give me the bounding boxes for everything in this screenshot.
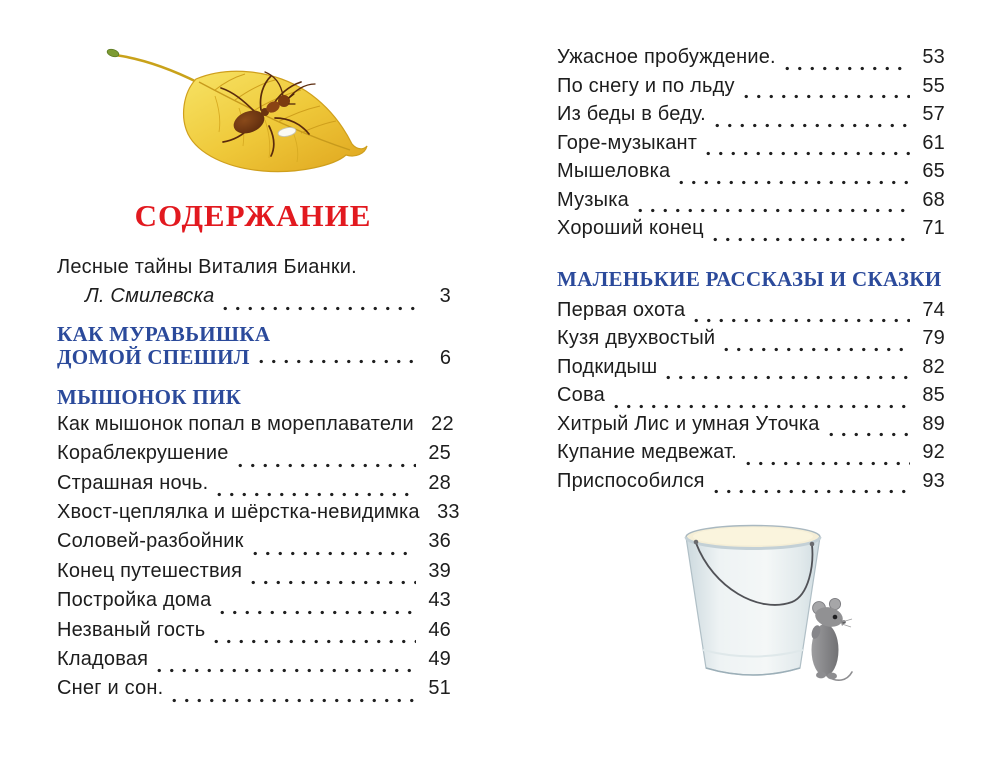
dot-leader — [675, 178, 910, 185]
section-heading-ant-line2: ДОМОЙ СПЕШИЛ 6 — [57, 344, 451, 369]
dot-leader — [216, 608, 416, 615]
dot-leader — [720, 345, 910, 352]
toc-entry — [57, 677, 451, 706]
toc-left-column — [57, 256, 460, 707]
entry-page: 36 — [428, 530, 451, 553]
entry-page: 51 — [428, 677, 451, 700]
toc-entry — [57, 560, 451, 589]
toc-entry — [557, 384, 945, 413]
dot-leader — [153, 666, 416, 673]
entry-page: 39 — [428, 559, 451, 582]
dot-leader — [634, 206, 910, 213]
entry-page: 65 — [922, 160, 945, 182]
toc-right-column — [557, 46, 945, 498]
intro-entry-line2 — [57, 285, 451, 314]
toc-entry — [557, 356, 945, 385]
entry-title: Кладовая — [57, 647, 149, 670]
toc-list-little-stories — [557, 299, 945, 499]
entry-title: Первая охота — [557, 298, 686, 321]
entry-page: 3 — [439, 285, 451, 308]
entry-title: Хитрый Лис и умная Уточка — [557, 412, 820, 435]
mouse-illustration — [810, 598, 852, 680]
entry-page: 22 — [431, 412, 454, 435]
intro-entry-line1 — [57, 256, 451, 285]
entry-page: 93 — [922, 469, 945, 492]
entry-page: 46 — [428, 618, 451, 641]
toc-entry — [57, 472, 451, 501]
entry-page: 28 — [428, 471, 451, 494]
dot-leader — [702, 149, 910, 156]
entry-title: Из беды в беду. — [557, 103, 706, 125]
dot-leader — [781, 64, 910, 71]
entry-title: Горе-музыкант — [557, 131, 698, 154]
toc-entry — [57, 619, 451, 648]
entry-title: Кораблекрушение — [57, 442, 229, 465]
dot-leader — [213, 490, 416, 497]
leaf-stem — [106, 48, 199, 83]
dot-leader — [690, 316, 910, 323]
intro-title: Лесные тайны Виталия Бианки. — [57, 256, 357, 278]
toc-entry — [557, 327, 945, 356]
leaf-with-ant-illustration — [103, 38, 375, 188]
toc-entry — [557, 413, 945, 442]
intro-author: Л. Смилевска — [85, 285, 215, 308]
entry-page: 57 — [922, 103, 945, 125]
entry-page: 68 — [922, 188, 945, 211]
bucket-with-mouse-illustration — [673, 510, 925, 706]
dot-leader — [825, 430, 910, 437]
toc-entry — [557, 470, 945, 499]
dot-leader — [740, 92, 910, 99]
entry-page: 53 — [922, 46, 945, 68]
entry-title: Сова — [557, 384, 605, 406]
entry-title: Как мышонок попал в мореплаватели — [57, 412, 414, 435]
entry-title: Купание медвежат. — [557, 441, 737, 463]
entry-title: Постройка дома — [57, 589, 212, 612]
toc-entry — [57, 648, 451, 677]
toc-entry — [557, 217, 945, 246]
entry-page: 6 — [439, 346, 451, 369]
toc-entry — [557, 189, 945, 218]
entry-title: Приспособился — [557, 469, 705, 492]
dot-leader — [219, 304, 416, 311]
dot-leader — [742, 459, 910, 466]
entry-title: Хвост-цеплялка и шёрстка-невидимка — [57, 500, 420, 523]
entry-title: Мышеловка — [557, 160, 671, 182]
dot-leader — [234, 461, 416, 468]
entry-page: 82 — [922, 355, 945, 378]
dot-leader — [610, 402, 910, 409]
toc-entry — [557, 46, 945, 75]
toc-entry — [557, 160, 945, 189]
toc-entry — [557, 132, 945, 161]
toc-list-continued — [557, 46, 945, 246]
toc-entry — [557, 441, 945, 470]
entry-title: Конец путешествия — [57, 559, 243, 582]
dot-leader — [247, 578, 416, 585]
section-heading-ant-line1: КАК МУРАВЬИШКА — [57, 321, 271, 346]
toc-list-mouse-pik — [57, 412, 460, 707]
entry-page: 43 — [428, 589, 451, 612]
entry-title: По снегу и по льду — [557, 74, 735, 97]
entry-title: Кузя двухвостый — [557, 327, 716, 349]
page-title: СОДЕРЖАНИЕ — [134, 198, 372, 233]
dot-leader — [662, 373, 910, 380]
section-heading-little-stories: МАЛЕНЬКИЕ РАССКАЗЫ И СКАЗКИ — [557, 266, 942, 291]
entry-page: 55 — [922, 74, 945, 97]
entry-title: Незваный гость — [57, 618, 206, 641]
toc-entry — [57, 500, 460, 530]
toc-entry — [557, 103, 945, 132]
entry-page: 25 — [428, 442, 451, 465]
toc-entry — [557, 299, 945, 328]
dot-leader — [711, 121, 910, 128]
dot-leader — [168, 696, 416, 703]
entry-page: 89 — [922, 412, 945, 435]
entry-page: 49 — [428, 647, 451, 670]
entry-title: Ужасное пробуждение. — [557, 46, 776, 68]
toc-entry — [57, 442, 451, 471]
entry-page: 71 — [922, 217, 945, 239]
entry-title: Хороший конец — [557, 217, 704, 239]
dot-leader — [710, 487, 910, 494]
dot-leader — [255, 357, 416, 364]
entry-title: Снег и сон. — [57, 677, 164, 700]
entry-page: 74 — [922, 298, 945, 321]
dot-leader — [709, 235, 910, 242]
toc-entry — [57, 412, 454, 442]
entry-page: 33 — [437, 500, 460, 523]
entry-title: Соловей-разбойник — [57, 530, 244, 553]
leaf-blade — [184, 71, 367, 171]
entry-title: Подкидыш — [557, 355, 658, 378]
dot-leader — [249, 549, 416, 556]
toc-entry — [57, 589, 451, 618]
toc-entry — [557, 75, 945, 104]
entry-page: 61 — [922, 131, 945, 154]
toc-entry — [57, 530, 451, 559]
dot-leader — [210, 637, 416, 644]
section-heading-mouse-pik: МЫШОНОК ПИК — [57, 384, 242, 409]
entry-page: 79 — [922, 327, 945, 349]
entry-page: 92 — [922, 441, 945, 463]
entry-page: 85 — [922, 384, 945, 406]
entry-title: Страшная ночь. — [57, 471, 209, 494]
entry-title: Музыка — [557, 188, 629, 211]
